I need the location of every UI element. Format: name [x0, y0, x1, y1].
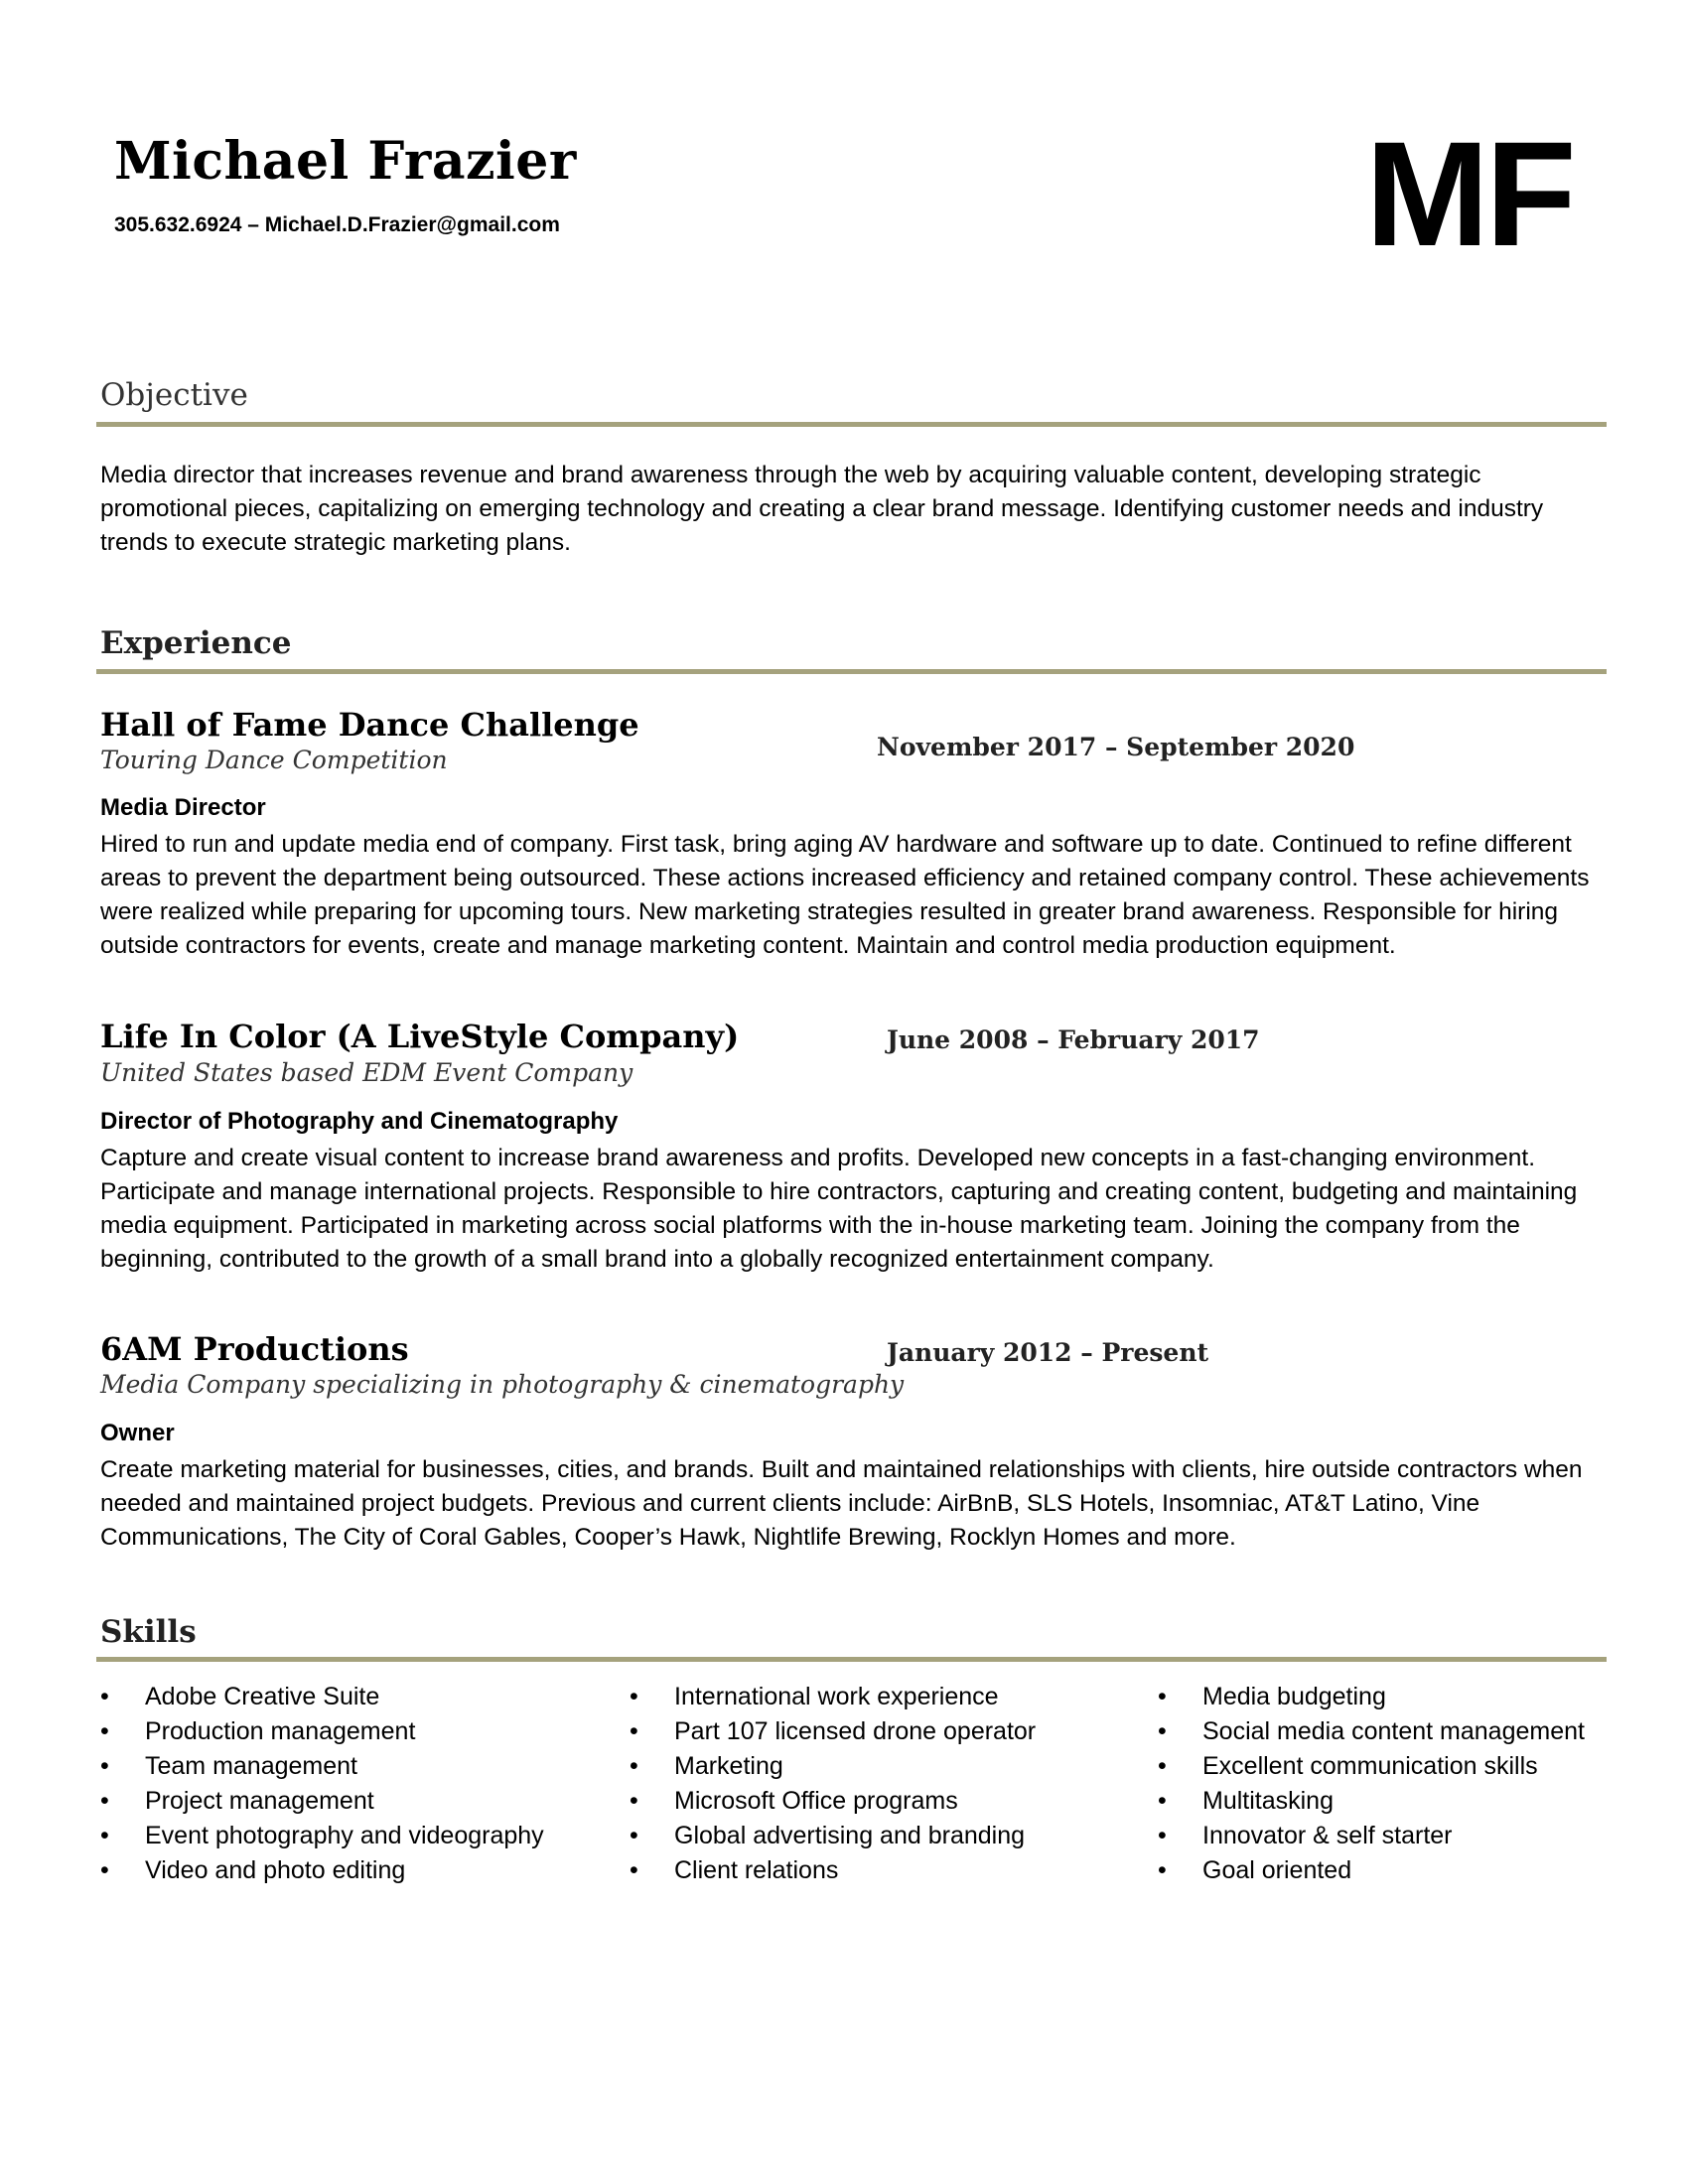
skills-heading: Skills: [100, 1614, 197, 1650]
skill-item: • Microsoft Office programs: [630, 1784, 1096, 1819]
experience-heading: Experience: [100, 625, 292, 661]
experience-divider: [96, 669, 1607, 674]
job-description: Hired to run and update media end of company. First task, bring aging AV hardware and software up to date. Continued to refine different areas to prevent the department being outsourced. These actions increased efficiency and retained company control. These achievements were realized while preparing for upcoming tours. New marketing strategies resulted in greater brand awareness. Responsible for hiring outside contractors for events, create and manage marketing content. Maintain and control media production equipment.: [100, 831, 1590, 959]
job-company: 6AM Productions: [100, 1330, 409, 1368]
job-company-description: Touring Dance Competition: [100, 746, 448, 774]
objective-heading: Objective: [100, 377, 248, 413]
skill-item: • Client relations: [630, 1853, 1096, 1888]
skill-item: • International work experience: [630, 1680, 1096, 1714]
objective-text: Media director that increases revenue and brand awareness through the web by acquiring valuable content, developing strategic promotional pieces, capitalizing on emerging technology and creating a clear brand message. Identifying customer needs and industry trends to execute strategic marketing plans.: [100, 462, 1544, 556]
skill-item: • Event photography and videography: [100, 1819, 567, 1853]
job-description: Capture and create visual content to increase brand awareness and profits. Developed new concepts in a fast-changing environment. Participate and manage international projects. Responsible to hire contractors, capturing and creating content, budgeting and maintaining media equipment. Participated in marketing across social platforms with the in-house marketing team. Joining the company from the beginning, contributed to the growth of a small brand into a globally recognized entertainment company.: [100, 1145, 1578, 1273]
candidate-name: Michael Frazier: [114, 131, 577, 192]
monogram-logo: MF: [1365, 110, 1573, 277]
job-role: Media Director: [100, 794, 266, 821]
job-company: Life In Color (A LiveStyle Company): [100, 1018, 740, 1055]
skill-item: • Video and photo editing: [100, 1853, 567, 1888]
skill-item: • Excellent communication skills: [1158, 1749, 1624, 1784]
skill-item: • Marketing: [630, 1749, 1096, 1784]
job-dates: January 2012 – Present: [887, 1338, 1209, 1367]
skill-item: • Media budgeting: [1158, 1680, 1624, 1714]
skills-column-1: [100, 1680, 567, 1888]
skills-column-2: [630, 1680, 1096, 1888]
skill-item: • Team management: [100, 1749, 567, 1784]
skill-item: • Global advertising and branding: [630, 1819, 1096, 1853]
job-company-description: United States based EDM Event Company: [100, 1058, 633, 1087]
job-company: Hall of Fame Dance Challenge: [100, 706, 639, 744]
skill-item: • Production management: [100, 1714, 567, 1749]
job-dates: November 2017 – September 2020: [877, 733, 1355, 761]
skills-column-3: [1158, 1680, 1624, 1888]
job-description: Create marketing material for businesses, cities, and brands. Built and maintained relationships with clients, hire outside contractors when needed and maintained project budgets. Previous and current clients include: AirBnB, SLS Hotels, Insomniac, AT&T Latino, Vine Communications, The City of Coral Gables, Cooper’s Hawk, Nightlife Brewing, Rocklyn Homes and more.: [100, 1456, 1583, 1551]
skill-item: • Goal oriented: [1158, 1853, 1624, 1888]
skill-item: • Social media content management: [1158, 1714, 1624, 1749]
skill-item: • Project management: [100, 1784, 567, 1819]
skill-item: • Part 107 licensed drone operator: [630, 1714, 1096, 1749]
skill-item: • Adobe Creative Suite: [100, 1680, 567, 1714]
skill-item: • Multitasking: [1158, 1784, 1624, 1819]
skill-item: • Innovator & self starter: [1158, 1819, 1624, 1853]
contact-info: 305.632.6924 – Michael.D.Frazier@gmail.com: [114, 213, 560, 236]
job-role: Owner: [100, 1420, 175, 1446]
objective-divider: [96, 422, 1607, 427]
job-role: Director of Photography and Cinematography: [100, 1108, 619, 1135]
job-company-description: Media Company specializing in photography & cinematography: [100, 1370, 905, 1399]
skills-divider: [96, 1657, 1607, 1662]
job-dates: June 2008 – February 2017: [887, 1025, 1260, 1054]
